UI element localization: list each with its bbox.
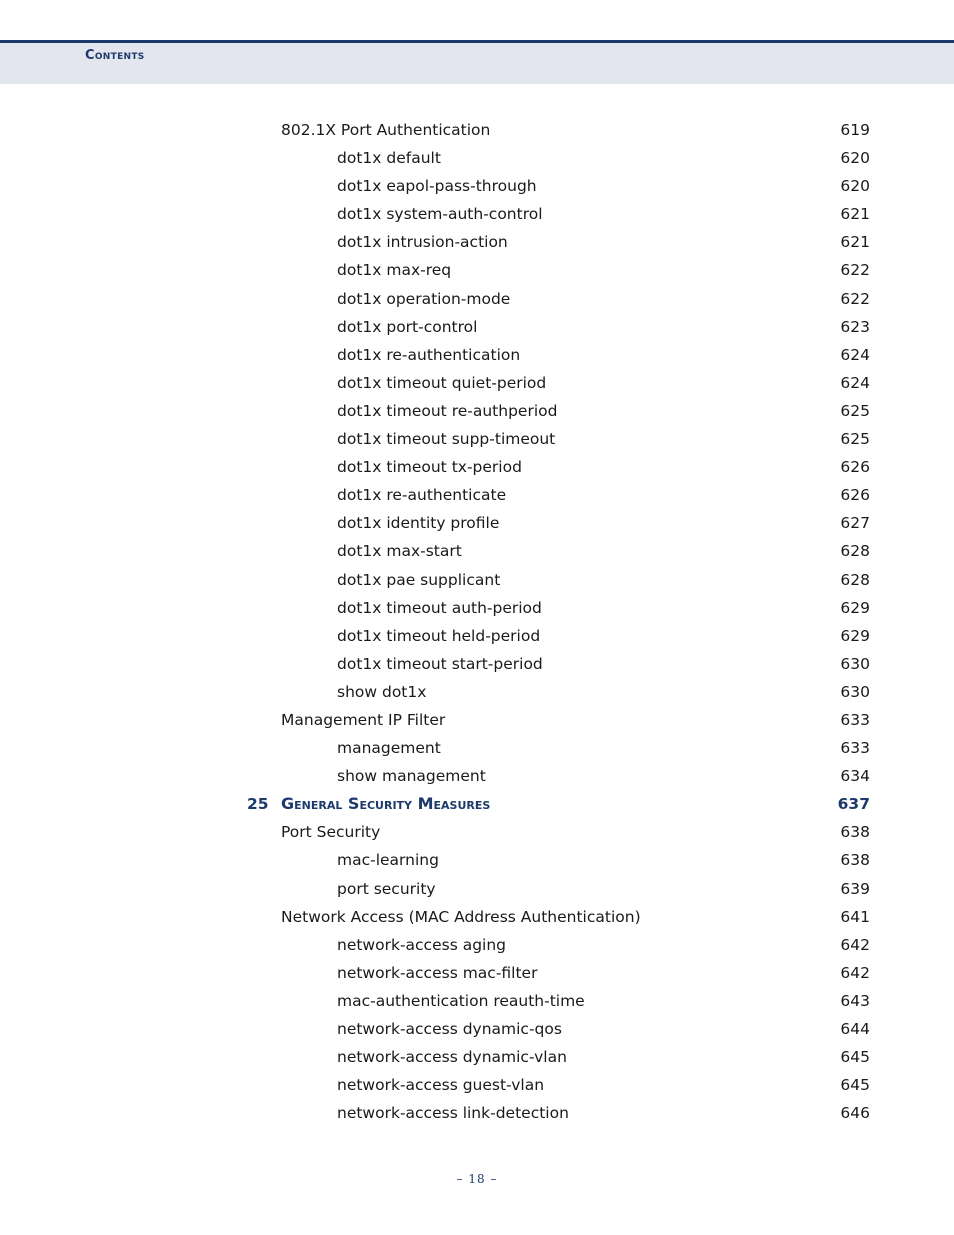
toc-entry-page: 633 (840, 739, 870, 758)
toc-entry-label: management (337, 739, 441, 758)
toc-entry[interactable] (0, 453, 954, 481)
toc-entry-page: 621 (840, 205, 870, 224)
toc-entry-page: 626 (840, 458, 870, 477)
toc-entry-label: network-access link-detection (337, 1104, 569, 1123)
toc-entry-label: 802.1X Port Authentication (281, 121, 491, 139)
toc-entry-label: network-access dynamic-vlan (337, 1048, 567, 1067)
page-number: – 18 – (456, 1172, 498, 1186)
toc-entry-label: General Security Measures (281, 794, 491, 814)
toc-entry-page: 642 (840, 935, 870, 954)
toc-entry-label: dot1x system-auth-control (337, 205, 543, 224)
table-of-contents (0, 116, 954, 1127)
toc-entry-label: dot1x max-req (337, 261, 452, 280)
toc-entry-page: 619 (840, 121, 870, 139)
toc-entry-label: Port Security (281, 823, 381, 842)
toc-entry[interactable] (0, 172, 954, 200)
toc-entry[interactable] (0, 903, 954, 931)
toc-entry-label: Network Access (MAC Address Authentication) (281, 907, 641, 926)
toc-entry-label: network-access aging (337, 935, 507, 954)
toc-entry[interactable] (0, 285, 954, 313)
toc-entry-page: 622 (840, 261, 870, 280)
toc-entry-page: 623 (840, 317, 870, 336)
toc-entry-page: 644 (840, 1020, 870, 1038)
toc-entry-page: 620 (840, 177, 870, 196)
toc-entry[interactable] (0, 116, 954, 144)
toc-entry[interactable] (0, 959, 954, 987)
toc-entry-page: 641 (840, 907, 870, 926)
toc-entry[interactable] (0, 622, 954, 650)
toc-entry-label: show management (337, 767, 486, 786)
toc-entry-label: dot1x timeout auth-period (337, 598, 542, 617)
toc-entry-page: 627 (840, 514, 870, 533)
toc-entry-page: 638 (840, 851, 870, 870)
toc-entry[interactable] (0, 818, 954, 846)
toc-entry-label: dot1x timeout re-authperiod (337, 401, 558, 420)
toc-entry[interactable] (0, 846, 954, 874)
toc-entry-label: dot1x timeout start-period (337, 654, 543, 673)
header-title: Contents (85, 48, 145, 63)
toc-entry-label: dot1x port-control (337, 317, 478, 336)
toc-entry-page: 630 (840, 682, 870, 701)
toc-entry-page: 628 (840, 542, 870, 561)
toc-entry[interactable] (0, 228, 954, 256)
toc-entry-label: dot1x timeout held-period (337, 626, 541, 645)
toc-entry[interactable] (0, 200, 954, 228)
toc-entry[interactable] (0, 931, 954, 959)
toc-entry-page: 622 (840, 289, 870, 308)
toc-entry-label: network-access dynamic-qos (337, 1020, 562, 1038)
toc-entry-label: dot1x intrusion-action (337, 233, 508, 252)
toc-entry[interactable] (0, 762, 954, 790)
toc-entry-page: 637 (837, 795, 870, 814)
toc-entry-page: 625 (840, 430, 870, 449)
toc-chapter-entry[interactable] (0, 790, 954, 818)
toc-entry-label: dot1x pae supplicant (337, 570, 501, 589)
toc-entry-label: dot1x re-authentication (337, 345, 521, 364)
toc-entry[interactable] (0, 678, 954, 706)
toc-entry-label: dot1x operation-mode (337, 289, 511, 308)
toc-entry[interactable] (0, 509, 954, 537)
toc-entry[interactable] (0, 734, 954, 762)
toc-entry[interactable] (0, 144, 954, 172)
toc-entry[interactable] (0, 313, 954, 341)
toc-entry[interactable] (0, 425, 954, 453)
toc-entry-label: dot1x timeout tx-period (337, 458, 522, 477)
toc-entry-page: 645 (840, 1076, 870, 1095)
toc-entry[interactable] (0, 341, 954, 369)
toc-entry[interactable] (0, 397, 954, 425)
toc-entry-page: 629 (840, 598, 870, 617)
toc-entry-page: 643 (840, 991, 870, 1010)
toc-entry[interactable] (0, 369, 954, 397)
toc-entry[interactable] (0, 706, 954, 734)
toc-entry-page: 625 (840, 401, 870, 420)
running-header (0, 40, 954, 84)
toc-entry-page: 634 (840, 767, 870, 786)
toc-entry-page: 628 (840, 570, 870, 589)
toc-entry-label: Management IP Filter (281, 710, 446, 729)
toc-entry-page: 633 (840, 710, 870, 729)
toc-entry-page: 626 (840, 486, 870, 505)
toc-entry[interactable] (0, 1099, 954, 1127)
toc-entry-page: 645 (840, 1048, 870, 1067)
toc-entry[interactable] (0, 1015, 954, 1043)
toc-entry-page: 630 (840, 654, 870, 673)
toc-entry-page: 639 (840, 879, 870, 898)
toc-entry-page: 624 (840, 373, 870, 392)
toc-entry[interactable] (0, 1043, 954, 1071)
toc-entry-page: 620 (840, 149, 870, 168)
toc-entry-page: 624 (840, 345, 870, 364)
toc-entry-label: network-access guest-vlan (337, 1076, 545, 1095)
toc-entry[interactable] (0, 594, 954, 622)
toc-entry[interactable] (0, 1071, 954, 1099)
toc-entry-label: dot1x re-authenticate (337, 486, 507, 505)
toc-entry-page: 642 (840, 963, 870, 982)
toc-entry[interactable] (0, 481, 954, 509)
toc-entry[interactable] (0, 537, 954, 565)
toc-entry-label: show dot1x (337, 682, 427, 701)
toc-entry-label: dot1x identity profile (337, 514, 500, 533)
toc-entry[interactable] (0, 566, 954, 594)
toc-entry-page: 638 (840, 823, 870, 842)
toc-entry-page: 629 (840, 626, 870, 645)
toc-entry-label: dot1x default (337, 149, 441, 168)
toc-entry-label: port security (337, 879, 436, 898)
toc-entry-label: dot1x max-start (337, 542, 462, 561)
chapter-number: 25 (247, 795, 269, 814)
toc-entry-label: dot1x eapol-pass-through (337, 177, 537, 196)
toc-entry[interactable] (0, 987, 954, 1015)
toc-entry-label: mac-learning (337, 851, 439, 870)
toc-entry-page: 621 (840, 233, 870, 252)
toc-entry[interactable] (0, 650, 954, 678)
toc-entry-label: dot1x timeout quiet-period (337, 373, 547, 392)
toc-entry-label: mac-authentication reauth-time (337, 991, 585, 1010)
toc-entry[interactable] (0, 256, 954, 284)
toc-entry-label: dot1x timeout supp-timeout (337, 430, 556, 449)
toc-entry-label: network-access mac-filter (337, 963, 538, 982)
toc-entry-page: 646 (840, 1104, 870, 1123)
toc-entry[interactable] (0, 875, 954, 903)
